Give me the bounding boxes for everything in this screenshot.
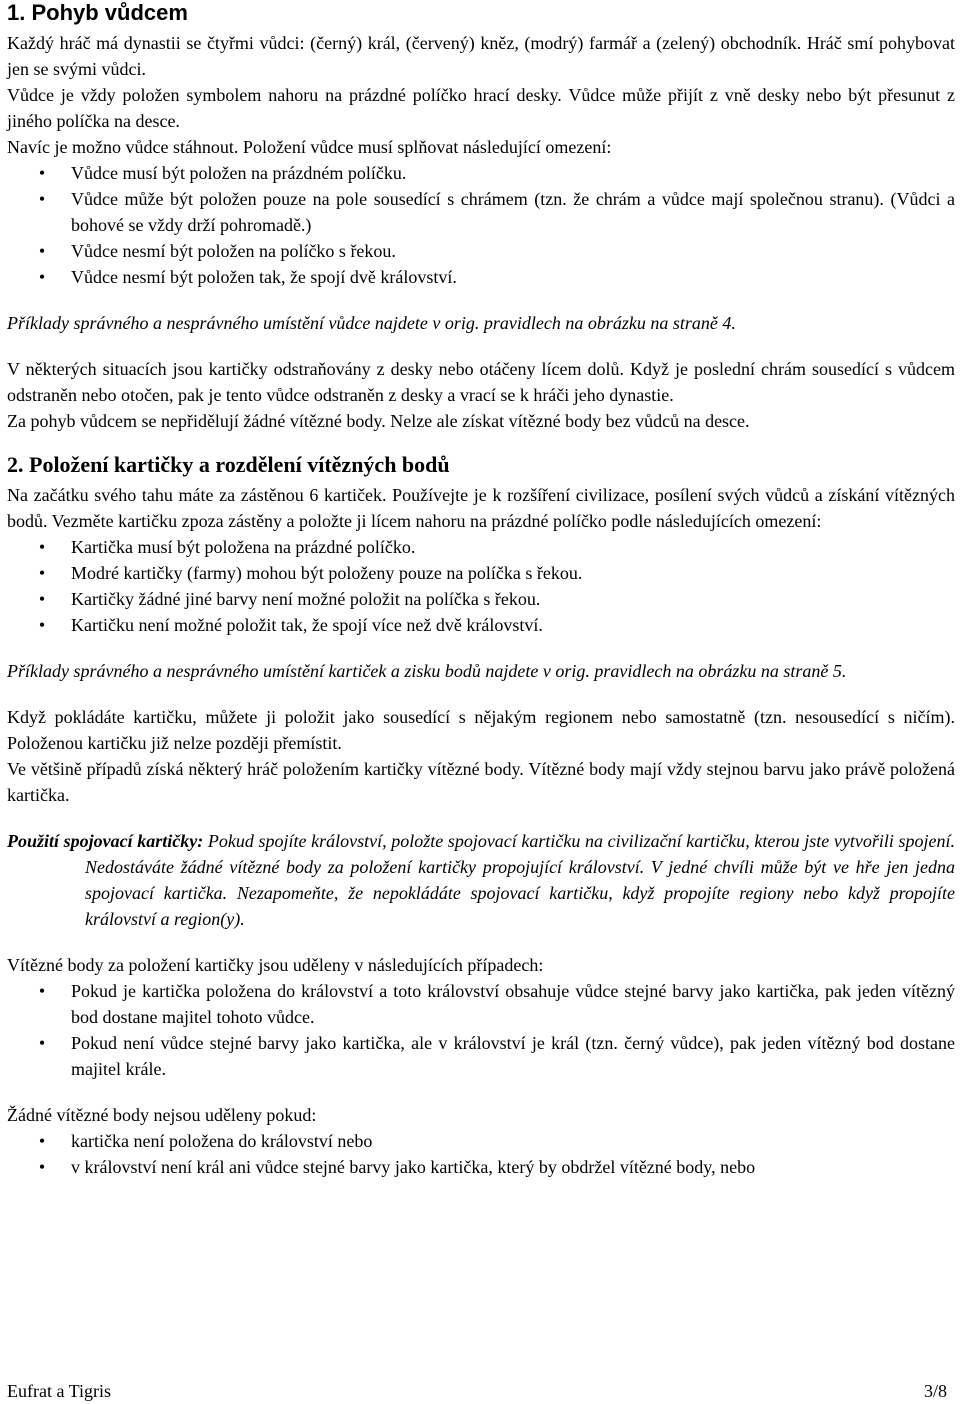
no-points-intro: Žádné vítězné body nejsou uděleny pokud: — [7, 1105, 317, 1125]
section1-paragraph-2: Vůdce je vždy položen symbolem nahoru na prázdné políčko hrací desky. Vůdce může přijít z vně desky nebo být přesunut z jiného políčka na desce. — [7, 85, 955, 131]
list-item: • Vůdce musí být položen na prázdném políčku. — [7, 160, 955, 186]
section1-examples-note: Příklady správného a nesprávného umístění vůdce najdete v orig. pravidlech na obrázku na straně 4. — [7, 313, 736, 333]
bullet-icon: • — [38, 615, 46, 635]
section1-paragraph-5: Za pohyb vůdcem se nepřidělují žádné vítězné body. Nelze ale získat vítězné body bez vůdců na desce. — [7, 411, 750, 431]
connector-tile-label: Použití spojovací kartičky: — [7, 831, 204, 851]
list-item: • Vůdce nesmí být položen tak, že spojí dvě království. — [7, 264, 955, 290]
list-item: • Pokud není vůdce stejné barvy jako kartička, ale v království je král (tzn. černý vůdce), pak jeden vítězný bod dostane majitel krále. — [7, 1030, 955, 1082]
section2-paragraph-2: Když pokládáte kartičku, můžete ji položit jako sousedící s nějakým regionem nebo samostatně (tzn. nesousedící s ničím). Položenou kartičku již nelze později přemístit. — [7, 707, 955, 753]
section2-paragraph-3: Ve většině případů získá některý hráč položením kartičky vítězné body. Vítězné body mají vždy stejnou barvu jako právě položená kartička. — [7, 759, 955, 805]
section2-title: 2. Položení kartičky a rozdělení vítězných bodů — [7, 452, 450, 477]
page-footer — [7, 1380, 947, 1402]
list-item: • kartička není položena do království nebo — [7, 1128, 955, 1154]
bullet-icon: • — [38, 163, 46, 183]
bullet-icon: • — [38, 563, 46, 583]
points-bullet-list — [7, 978, 955, 1082]
list-item: • Kartičky žádné jiné barvy není možné položit na políčka s řekou. — [7, 586, 955, 612]
bullet-icon: • — [38, 981, 46, 1001]
bullet-icon: • — [38, 1157, 46, 1177]
points-intro: Vítězné body za položení kartičky jsou uděleny v následujících případech: — [7, 955, 544, 975]
list-item: • Kartička musí být položena na prázdné políčko. — [7, 534, 955, 560]
list-item: • v království není král ani vůdce stejné barvy jako kartička, který by obdržel vítězné body, nebo — [7, 1154, 955, 1180]
section1-paragraph-1: Každý hráč má dynastii se čtyřmi vůdci: (černý) král, (červený) kněz, (modrý) farmář a (zelený) obchodník. Hráč smí pohybovat jen se svými vůdci. — [7, 33, 955, 79]
connector-tile-rule — [7, 828, 955, 932]
bullet-icon: • — [38, 189, 46, 209]
footer-title: Eufrat a Tigris — [7, 1381, 112, 1401]
connector-tile-text: Pokud spojíte království, položte spojovací kartičku na civilizační kartičku, kterou jste vytvořili spojení. Nedostáváte žádné vítězné body za položení kartičky propojující království. V jedné chvíli může být ve hře jen jedna spojovací kartička. Nezapomeňte, že nepokládáte spojovací kartičku, když propojíte regiony nebo když propojíte království a region(y). — [85, 831, 956, 929]
bullet-icon: • — [38, 537, 46, 557]
list-item: • Kartičku není možné položit tak, že spojí více než dvě království. — [7, 612, 955, 638]
bullet-icon: • — [38, 241, 46, 261]
bullet-icon: • — [38, 589, 46, 609]
list-item: • Modré kartičky (farmy) mohou být položeny pouze na políčka s řekou. — [7, 560, 955, 586]
bullet-icon: • — [38, 1033, 46, 1053]
bullet-icon: • — [38, 267, 46, 287]
bullet-icon: • — [38, 1131, 46, 1151]
section1-paragraph-4: V některých situacích jsou kartičky odstraňovány z desky nebo otáčeny lícem dolů. Když je poslední chrám sousedící s vůdcem odstraněn nebo otočen, pak je tento vůdce odstraněn z desky a vrací se k hráči jeho dynastie. — [7, 359, 955, 405]
no-points-bullet-list — [7, 1128, 955, 1180]
section2-bullet-list — [7, 534, 955, 638]
page-number: 3/8 — [923, 1381, 947, 1401]
list-item: • Vůdce může být položen pouze na pole sousedící s chrámem (tzn. že chrám a vůdce mají společnou stranu). (Vůdci a bohové se vždy drží pohromadě.) — [7, 186, 955, 238]
section2-examples-note: Příklady správného a nesprávného umístění kartiček a zisku bodů najdete v orig. pravidlech na obrázku na straně 5. — [7, 661, 847, 681]
document-page — [7, 0, 955, 1180]
section1-bullet-list — [7, 160, 955, 290]
section1-title: 1. Pohyb vůdcem — [7, 0, 188, 25]
list-item: • Vůdce nesmí být položen na políčko s řekou. — [7, 238, 955, 264]
section1-paragraph-3: Navíc je možno vůdce stáhnout. Položení vůdce musí splňovat následující omezení: — [7, 137, 612, 157]
section2-paragraph-1: Na začátku svého tahu máte za zástěnou 6 kartiček. Používejte je k rozšíření civilizace, posílení svých vůdců a získání vítězných bodů. Vezměte kartičku zpoza zástěny a položte ji lícem nahoru na prázdné políčko podle následujících omezení: — [7, 485, 955, 531]
list-item: • Pokud je kartička položena do království a toto království obsahuje vůdce stejné barvy jako kartička, pak jeden vítězný bod dostane majitel tohoto vůdce. — [7, 978, 955, 1030]
